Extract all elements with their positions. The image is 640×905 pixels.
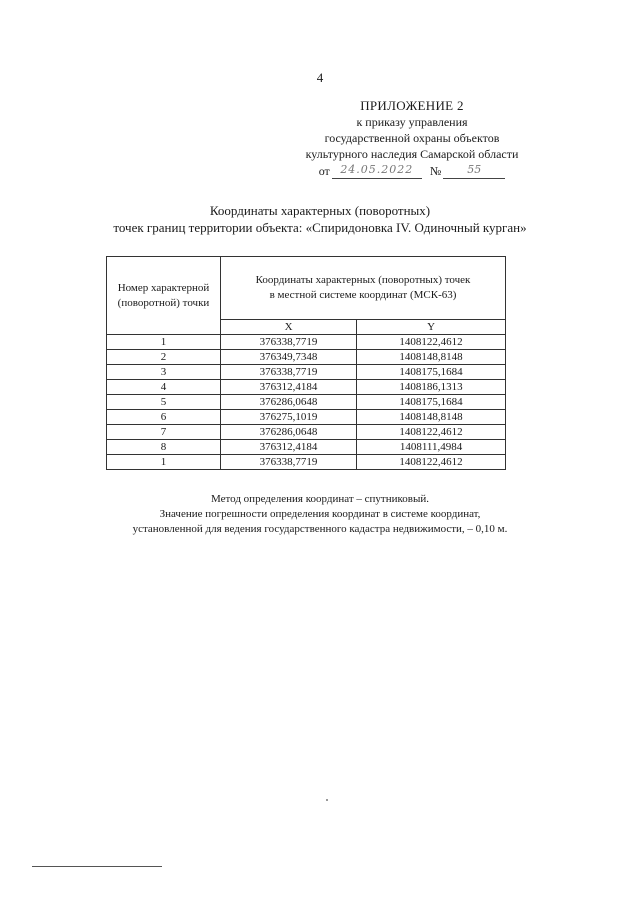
header-point-number: Номер характерной (поворотной) точки <box>107 257 221 335</box>
header-coordinates <box>221 257 506 320</box>
table-row <box>107 440 506 455</box>
y-coordinate-cell: 1408148,8148 <box>357 410 506 425</box>
x-coordinate-cell: 376312,4184 <box>221 440 357 455</box>
table-row <box>107 410 506 425</box>
x-coordinate-cell: 376338,7719 <box>221 455 357 470</box>
y-coordinate-cell: 1408122,4612 <box>357 455 506 470</box>
table-row <box>107 350 506 365</box>
x-coordinate-cell: 376312,4184 <box>221 380 357 395</box>
y-coordinate-cell: 1408186,1313 <box>357 380 506 395</box>
point-number-cell: 8 <box>107 440 221 455</box>
appendix-title: ПРИЛОЖЕНИЕ 2 <box>360 98 464 113</box>
y-coordinate-cell: 1408148,8148 <box>357 350 506 365</box>
handwritten-number: 55 <box>443 162 505 179</box>
y-coordinate-cell: 1408122,4612 <box>357 425 506 440</box>
note-line: установленной для ведения государственного кадастра недвижимости, – 0,10 м. <box>132 523 508 535</box>
table-row <box>107 455 506 470</box>
x-coordinate-cell: 376286,0648 <box>221 395 357 410</box>
point-number-cell: 5 <box>107 395 221 410</box>
header-coordinates-line: Координаты характерных (поворотных) точек <box>255 274 471 286</box>
y-coordinate-cell: 1408175,1684 <box>357 365 506 380</box>
point-number-cell: 1 <box>107 335 221 350</box>
table-row <box>107 365 506 380</box>
header-x: X <box>221 320 357 335</box>
table-row <box>107 395 506 410</box>
date-prefix: от <box>318 164 330 178</box>
point-number-cell: 4 <box>107 380 221 395</box>
table-row <box>107 425 506 440</box>
point-number-cell: 3 <box>107 365 221 380</box>
x-coordinate-cell: 376275,1019 <box>221 410 357 425</box>
header-coordinates-line: в местной системе координат (МСК-63) <box>269 289 457 301</box>
x-coordinate-cell: 376286,0648 <box>221 425 357 440</box>
appendix-header <box>262 98 562 179</box>
title-line: точек границ территории объекта: «Спиридоновка IV. Одиночный курган» <box>113 220 527 235</box>
y-coordinate-cell: 1408111,4984 <box>357 440 506 455</box>
header-y: Y <box>357 320 506 335</box>
note-line: Значение погрешности определения координат в системе координат, <box>159 508 481 520</box>
appendix-line: государственной охраны объектов <box>324 131 500 145</box>
table-row <box>107 380 506 395</box>
handwritten-date: 24.05.2022 <box>332 162 422 179</box>
method-notes <box>40 492 600 537</box>
note-line: Метод определения координат – спутниковый. <box>210 493 430 505</box>
title-line: Координаты характерных (поворотных) <box>209 203 431 218</box>
x-coordinate-cell: 376338,7719 <box>221 365 357 380</box>
appendix-line: культурного наследия Самарской области <box>305 147 519 161</box>
point-number-cell: 6 <box>107 410 221 425</box>
coordinates-table <box>106 256 506 470</box>
point-number-cell: 2 <box>107 350 221 365</box>
y-coordinate-cell: 1408175,1684 <box>357 395 506 410</box>
number-prefix: № <box>429 164 442 178</box>
point-number-cell: 1 <box>107 455 221 470</box>
footer-rule <box>32 866 162 867</box>
document-title <box>40 202 600 236</box>
page-number: 4 <box>316 70 324 85</box>
appendix-line: к приказу управления <box>356 115 468 129</box>
y-coordinate-cell: 1408122,4612 <box>357 335 506 350</box>
table-row <box>107 335 506 350</box>
x-coordinate-cell: 376338,7719 <box>221 335 357 350</box>
point-number-cell: 7 <box>107 425 221 440</box>
x-coordinate-cell: 376349,7348 <box>221 350 357 365</box>
scan-speck <box>326 799 328 801</box>
order-date-line <box>262 162 562 179</box>
